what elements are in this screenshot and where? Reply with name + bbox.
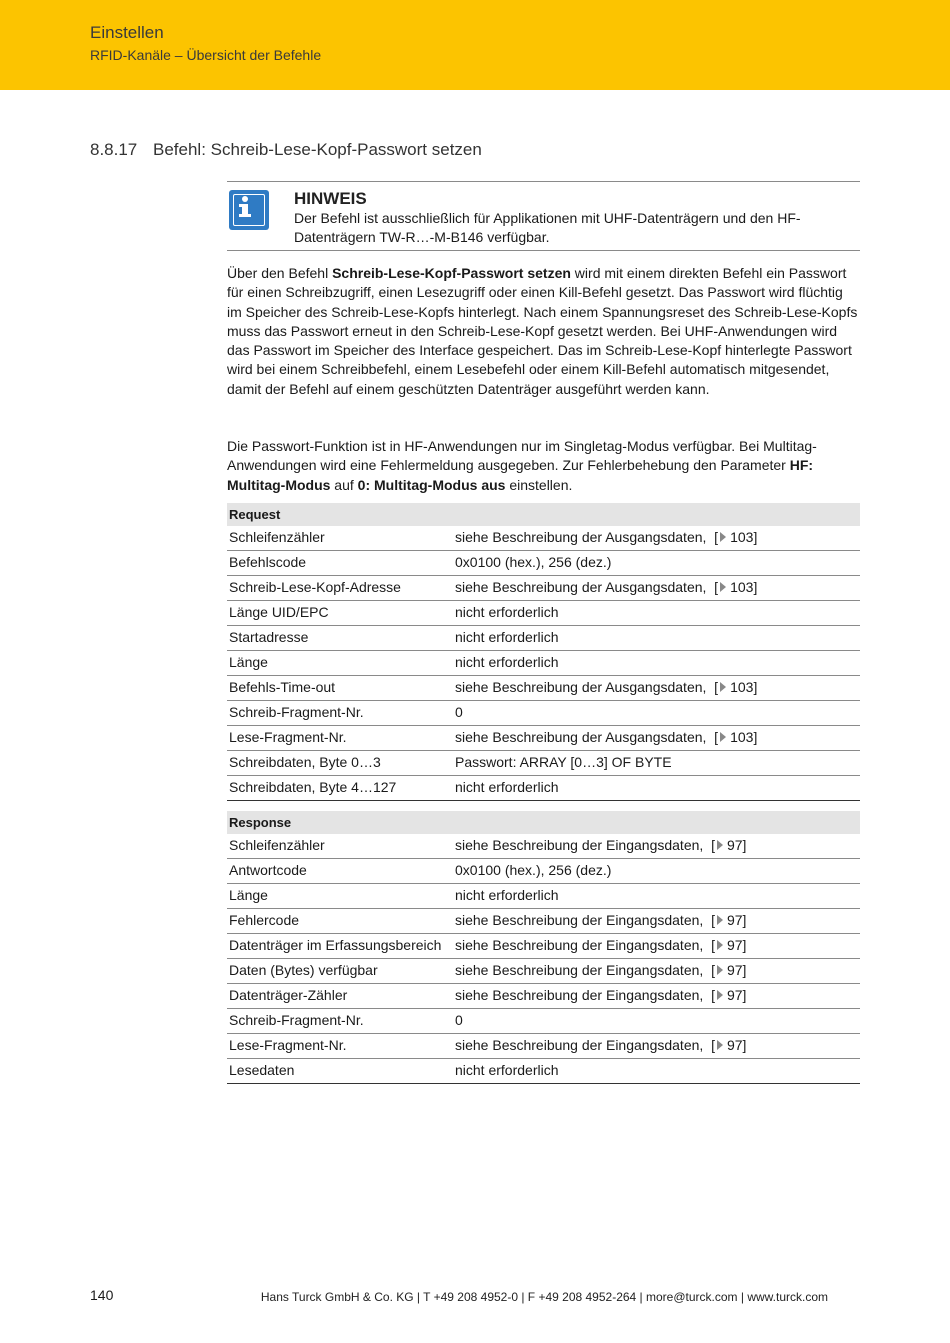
- table-row: [227, 676, 860, 701]
- param-value: siehe Beschreibung der Eingangsdaten, [ 97]: [453, 959, 860, 984]
- description-paragraph: Über den Befehl Schreib-Lese-Kopf-Passwort setzen wird mit einem direkten Befehl ein Passwort für einen Schreibzugriff, einen Lesezugriff oder einen Kill-Befehl gesetzt. Das Passwort wird flüchtig im Speicher des Schreib-Lese-Kopfs hinterlegt. Nach einem Spannungsreset des Schreib-Lese-Kopfs muss das Passwort erneut in den Schreib-Lese-Kopf gesetzt werden. Bei UHF-Anwendungen wird das Passwort im Speicher des Interface gespeichert. Das im Schreib-Lese-Kopf hinterlegte Passwort wird bei einem Schreibbefehl, einem Lesebefehl oder einem Kill-Befehl automatisch mitgesendet, damit der Befehl auf einem geschützten Datenträger ausgeführt werden kann.: [227, 265, 858, 397]
- table-row: [227, 651, 860, 676]
- param-value: siehe Beschreibung der Eingangsdaten, [ 97]: [453, 984, 860, 1009]
- page-reference[interactable]: 103: [730, 529, 754, 545]
- table-row: [227, 834, 860, 859]
- param-value: nicht erforderlich: [453, 884, 860, 909]
- table-row: [227, 701, 860, 726]
- param-value: siehe Beschreibung der Ausgangsdaten, [ 103]: [453, 726, 860, 751]
- param-name: Schreibdaten, Byte 4…127: [227, 776, 453, 801]
- param-name: Datenträger im Erfassungsbereich: [227, 934, 453, 959]
- param-name: Länge: [227, 651, 453, 676]
- page-reference[interactable]: 97: [726, 937, 743, 953]
- header-subtitle: RFID-Kanäle – Übersicht der Befehle: [90, 47, 322, 63]
- table-row: [227, 934, 860, 959]
- param-name: Lese-Fragment-Nr.: [227, 1034, 453, 1059]
- param-value: 0x0100 (hex.), 256 (dez.): [453, 859, 860, 884]
- param-value: siehe Beschreibung der Eingangsdaten, [ 97]: [453, 909, 860, 934]
- param-name: Lese-Fragment-Nr.: [227, 726, 453, 751]
- page-reference-icon: [717, 990, 723, 1000]
- section-number: 8.8.17: [90, 140, 138, 159]
- page-reference[interactable]: 103: [730, 679, 754, 695]
- param-value: 0: [453, 1009, 860, 1034]
- param-value: siehe Beschreibung der Ausgangsdaten, [ 103]: [453, 676, 860, 701]
- table-row: [227, 751, 860, 776]
- page-reference-icon: [717, 940, 723, 950]
- param-name: Schreibdaten, Byte 0…3: [227, 751, 453, 776]
- page-reference[interactable]: 103: [730, 579, 754, 595]
- table-row: [227, 626, 860, 651]
- param-name: Befehlscode: [227, 551, 453, 576]
- note-box: [227, 181, 860, 251]
- table-row: [227, 526, 860, 551]
- section-heading: [90, 140, 482, 160]
- param-value: Passwort: ARRAY [0…3] OF BYTE: [453, 751, 860, 776]
- response-heading: Response: [227, 811, 860, 834]
- param-name: Startadresse: [227, 626, 453, 651]
- table-row: [227, 601, 860, 626]
- param-name: Schreib-Fragment-Nr.: [227, 1009, 453, 1034]
- table-row: [227, 984, 860, 1009]
- param-name: Datenträger-Zähler: [227, 984, 453, 1009]
- response-table: [227, 811, 860, 1084]
- param-name: Schreib-Fragment-Nr.: [227, 701, 453, 726]
- table-row: [227, 1009, 860, 1034]
- page-reference-icon: [717, 915, 723, 925]
- table-row: [227, 776, 860, 801]
- param-value: 0: [453, 701, 860, 726]
- page-reference[interactable]: 97: [726, 962, 743, 978]
- param-value: siehe Beschreibung der Eingangsdaten, [ 97]: [453, 834, 860, 859]
- note-title: HINWEIS: [294, 189, 367, 208]
- page-reference-icon: [717, 1040, 723, 1050]
- param-name: Fehlercode: [227, 909, 453, 934]
- table-row: [227, 884, 860, 909]
- section-title: Befehl: Schreib-Lese-Kopf-Passwort setzen: [153, 140, 482, 159]
- param-value: nicht erforderlich: [453, 626, 860, 651]
- page-reference-icon: [720, 682, 726, 692]
- param-value: siehe Beschreibung der Eingangsdaten, [ 97]: [453, 934, 860, 959]
- page-reference-icon: [720, 532, 726, 542]
- table-row: [227, 576, 860, 601]
- table-row: [227, 726, 860, 751]
- param-value: nicht erforderlich: [453, 651, 860, 676]
- param-name: Länge: [227, 884, 453, 909]
- multitag-paragraph: Die Passwort-Funktion ist in HF-Anwendungen nur im Singletag-Modus verfügbar. Bei Multitag-Anwendungen wird eine Fehlermeldung ausgegeben. Zur Fehlerbehebung den Parameter HF: Multitag-Modus auf 0: Multitag-Modus aus einstellen.: [227, 438, 817, 493]
- page-reference-icon: [720, 732, 726, 742]
- page-header: [0, 0, 950, 90]
- page-reference-icon: [720, 582, 726, 592]
- param-name: Länge UID/EPC: [227, 601, 453, 626]
- param-value: 0x0100 (hex.), 256 (dez.): [453, 551, 860, 576]
- param-value: nicht erforderlich: [453, 601, 860, 626]
- param-value: nicht erforderlich: [453, 1059, 860, 1084]
- page-reference-icon: [717, 965, 723, 975]
- page-reference[interactable]: 97: [726, 1037, 743, 1053]
- param-value: siehe Beschreibung der Ausgangsdaten, [ 103]: [453, 576, 860, 601]
- table-row: [227, 909, 860, 934]
- note-text: Der Befehl ist ausschließlich für Applikationen mit UHF-Datenträgern und den HF-Datenträgern TW-R…-M-B146 verfügbar.: [294, 210, 801, 245]
- info-icon: [229, 190, 269, 230]
- request-table: [227, 503, 860, 801]
- param-name: Schleifenzähler: [227, 526, 453, 551]
- table-row: [227, 551, 860, 576]
- table-row: [227, 1059, 860, 1084]
- param-name: Schreib-Lese-Kopf-Adresse: [227, 576, 453, 601]
- page-reference[interactable]: 97: [726, 837, 743, 853]
- param-value: nicht erforderlich: [453, 776, 860, 801]
- footer-contact: Hans Turck GmbH & Co. KG | T +49 208 4952-0 | F +49 208 4952-264 | more@turck.com | www.turck.com: [260, 1290, 828, 1304]
- param-name: Schleifenzähler: [227, 834, 453, 859]
- param-value: siehe Beschreibung der Ausgangsdaten, [ 103]: [453, 526, 860, 551]
- page-reference[interactable]: 97: [726, 912, 743, 928]
- param-name: Lesedaten: [227, 1059, 453, 1084]
- page-reference[interactable]: 103: [730, 729, 754, 745]
- param-value: siehe Beschreibung der Eingangsdaten, [ 97]: [453, 1034, 860, 1059]
- param-name: Befehls-Time-out: [227, 676, 453, 701]
- page-reference-icon: [717, 840, 723, 850]
- table-row: [227, 959, 860, 984]
- table-row: [227, 1034, 860, 1059]
- header-title: Einstellen: [90, 23, 164, 42]
- request-heading: Request: [227, 503, 860, 526]
- table-row: [227, 859, 860, 884]
- page-number: 140: [90, 1287, 114, 1303]
- param-name: Daten (Bytes) verfügbar: [227, 959, 453, 984]
- page-reference[interactable]: 97: [726, 987, 743, 1003]
- param-name: Antwortcode: [227, 859, 453, 884]
